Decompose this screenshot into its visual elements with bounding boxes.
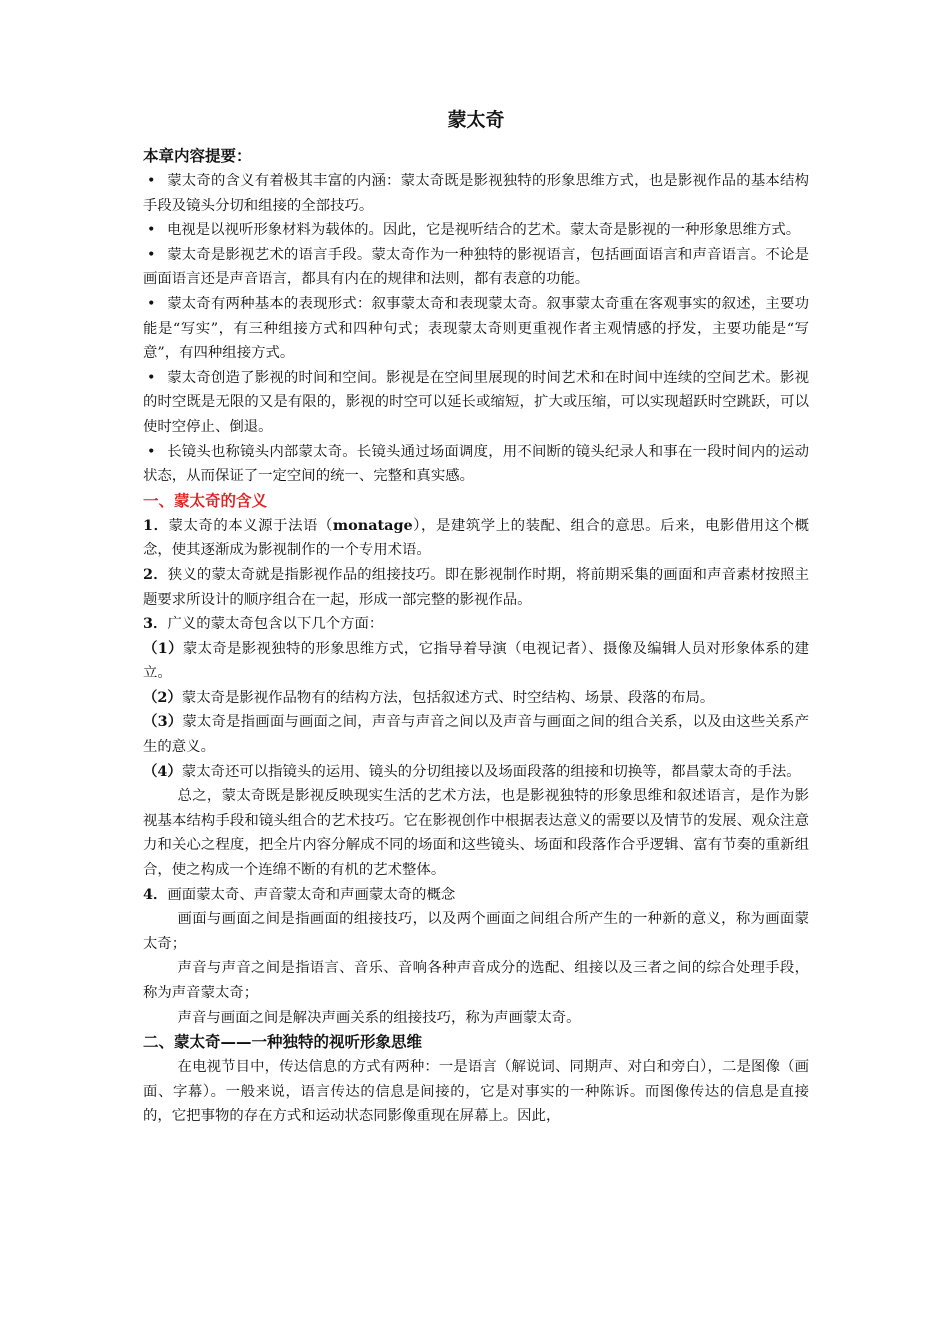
sub-item-number: （3） bbox=[143, 713, 183, 731]
paragraph-text: ），是建筑学上的装配、组合的意思。后来，电影借用这个概念，使其逐渐成为影视制作的一个专用术语。 bbox=[143, 517, 809, 559]
sub-item-4 bbox=[143, 760, 809, 785]
sub-item-number: （1） bbox=[143, 639, 183, 657]
paragraph-text: 蒙太奇的本义源于法语（ bbox=[168, 517, 333, 534]
term-monatage: monatage bbox=[332, 516, 413, 534]
paragraph-3 bbox=[143, 612, 809, 637]
section-heading-thinking: 二、蒙太奇——一种独特的视听形象思维 bbox=[143, 1033, 423, 1052]
paragraph-number: 2． bbox=[143, 565, 168, 583]
sub-item-2 bbox=[143, 686, 809, 711]
paragraph-2 bbox=[143, 563, 809, 612]
page-title: 蒙太奇 bbox=[447, 109, 505, 131]
summary-item: • 蒙太奇有两种基本的表现形式：叙事蒙太奇和表现蒙太奇。叙事蒙太奇重在客观事实的叙述，主要功能是“写实”，有三种组接方式和四种句式；表现蒙太奇则更重视作者主观情感的抒发，主要功能是“写意”，有四种组接方式。 bbox=[143, 292, 809, 366]
summary-item: • 蒙太奇是影视艺术的语言手段。蒙太奇作为一种独特的影视语言，包括画面语言和声音语言。不论是画面语言还是声音语言，都具有内在的规律和法则，都有表意的功能。 bbox=[143, 243, 809, 292]
paragraph-4b: 声音与声音之间是指语言、音乐、音响各种声音成分的选配、组接以及三者之间的综合处理手段，称为声音蒙太奇； bbox=[143, 960, 809, 1001]
paragraph-number: 3． bbox=[143, 615, 168, 633]
sub-item-number: （2） bbox=[143, 688, 182, 706]
paragraph-number: 4． bbox=[143, 885, 168, 903]
sub-item-text: 蒙太奇是影视独特的形象思维方式，它指导着导演（电视记者）、摄像及编辑人员对形象体系的建立。 bbox=[143, 640, 809, 682]
summary-item: • 长镜头也称镜头内部蒙太奇。长镜头通过场面调度，用不间断的镜头纪录人和事在一段时间内的运动状态，从而保证了一定空间的统一、完整和真实感。 bbox=[143, 440, 809, 489]
section-heading-meaning: 一、蒙太奇的含义 bbox=[143, 491, 268, 510]
sub-item-number: （4） bbox=[143, 762, 182, 780]
summary-paragraph: 总之，蒙太奇既是影视反映现实生活的艺术方法，也是影视独特的形象思维和叙述语言，是作为影视基本结构手段和镜头组合的艺术技巧。它在影视创作中根据表达意义的需要以及情节的发展、观众注意力和关心之程度，把全片内容分解成不同的场面和这些镜头、场面和段落作合乎逻辑、富有节奏的重新组合，使之构成一个连绵不断的有机的艺术整体。 bbox=[143, 788, 809, 879]
paragraph-4c: 声音与画面之间是解决声画关系的组接技巧，称为声画蒙太奇。 bbox=[177, 1009, 581, 1026]
paragraph-number: 1． bbox=[143, 516, 169, 534]
paragraph-text: 狭义的蒙太奇就是指影视作品的组接技巧。即在影视制作时期，将前期采集的画面和声音素材按照主题要求所设计的顺序组合在一起，形成一部完整的影视作品。 bbox=[143, 566, 809, 608]
paragraph-4a: 画面与画面之间是指画面的组接技巧，以及两个画面之间组合所产生的一种新的意义，称为画面蒙太奇； bbox=[143, 911, 809, 952]
sub-item-1 bbox=[143, 637, 809, 686]
paragraph-text: 画面蒙太奇、声音蒙太奇和声画蒙太奇的概念 bbox=[167, 886, 456, 903]
paragraph-1 bbox=[143, 514, 809, 563]
paragraph-text: 广义的蒙太奇包含以下几个方面： bbox=[167, 616, 384, 633]
section2-paragraph-1: 在电视节目中，传达信息的方式有两种：一是语言（解说词、同期声、对白和旁白），二是图像（画面、字幕）。一般来说，语言传达的信息是间接的，它是对事实的一种陈诉。而图像传达的信息是直接的，它把事物的存在方式和运动状态同影像重现在屏幕上。因此， bbox=[143, 1059, 809, 1125]
summary-heading: 本章内容提要： bbox=[143, 147, 252, 165]
paragraph-4 bbox=[143, 883, 809, 908]
summary-item: • 蒙太奇创造了影视的时间和空间。影视是在空间里展现的时间艺术和在时间中连续的空间艺术。影视的时空既是无限的又是有限的，影视的时空可以延长或缩短，扩大或压缩，可以实现超跃时空跳跃，可以使时空停止、倒退。 bbox=[143, 366, 809, 440]
document-page bbox=[143, 100, 809, 1129]
sub-item-text: 蒙太奇是指画面与画面之间，声音与声音之间以及声音与画面之间的组合关系，以及由这些关系产生的意义。 bbox=[143, 714, 809, 756]
sub-item-text: 蒙太奇是影视作品物有的结构方法，包括叙述方式、时空结构、场景、段落的布局。 bbox=[181, 689, 715, 706]
sub-item-3 bbox=[143, 710, 809, 759]
summary-item: • 蒙太奇的含义有着极其丰富的内涵：蒙太奇既是影视独特的形象思维方式，也是影视作品的基本结构手段及镜头分切和组接的全部技巧。 bbox=[143, 169, 809, 218]
summary-item: • 电视是以视听形象材料为载体的。因此，它是视听结合的艺术。蒙太奇是影视的一种形象思维方式。 bbox=[143, 218, 809, 243]
sub-item-text: 蒙太奇还可以指镜头的运用、镜头的分切组接以及场面段落的组接和切换等，都昌蒙太奇的手法。 bbox=[181, 763, 801, 780]
